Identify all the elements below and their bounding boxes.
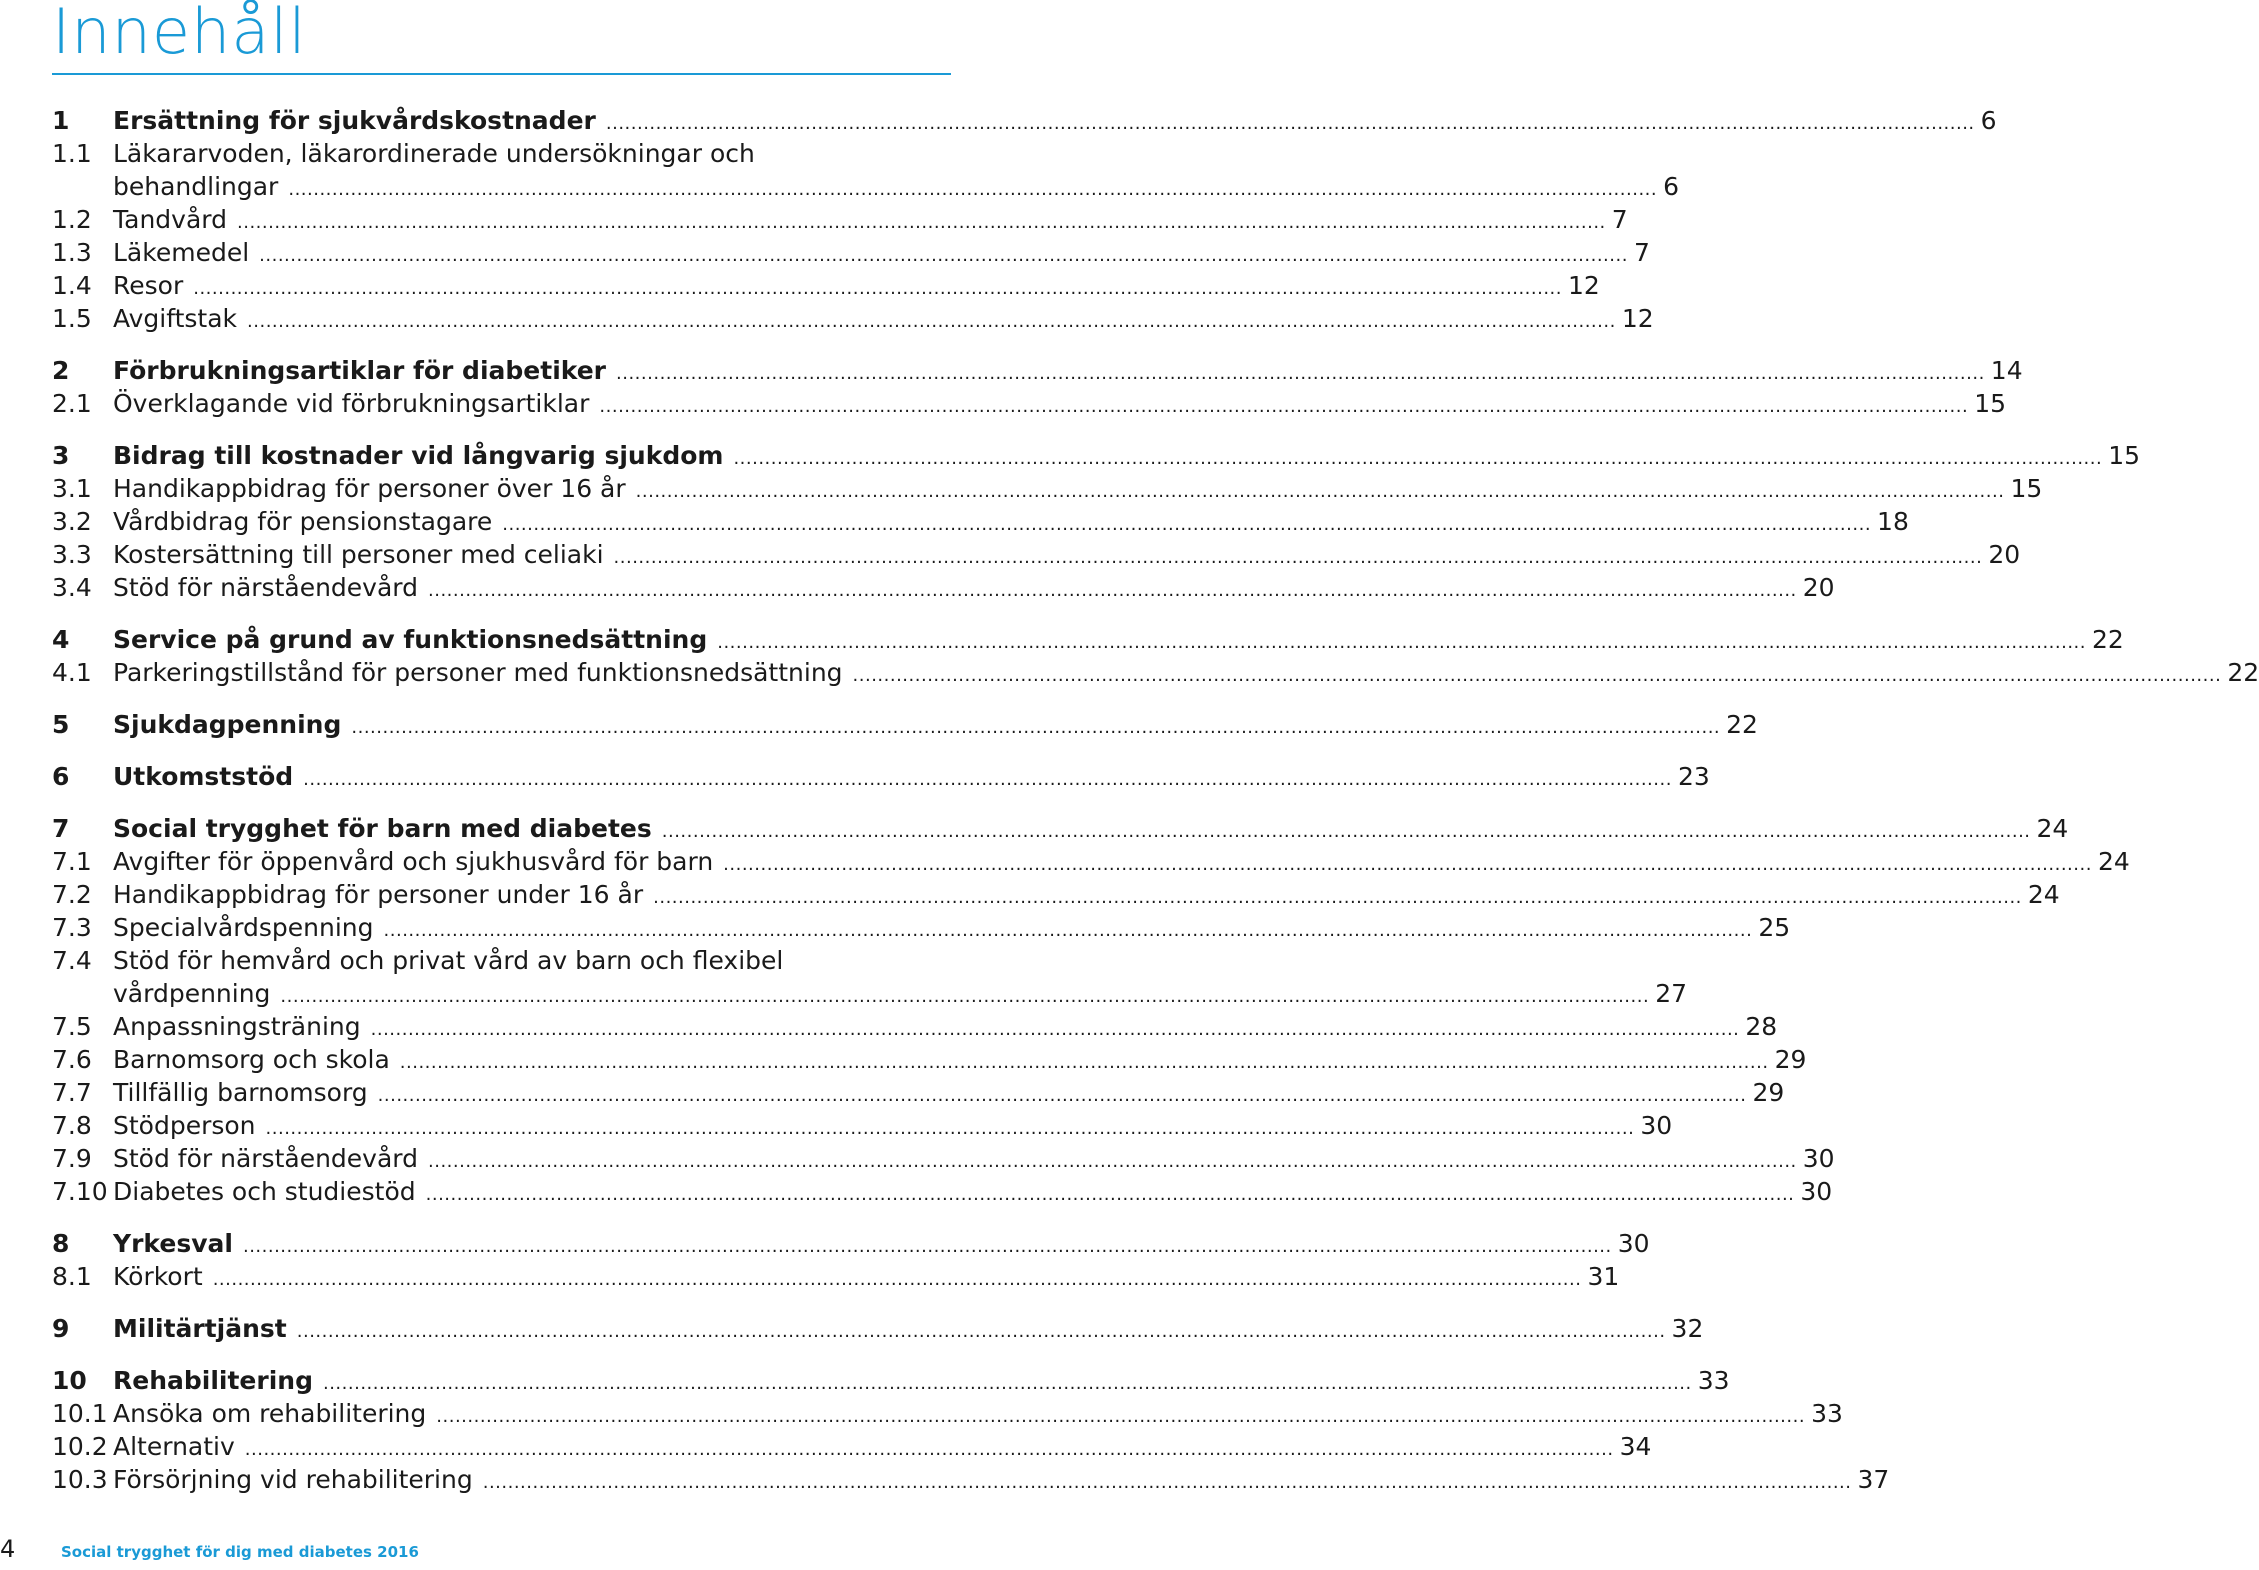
toc-dot-leader: ............................................................................................................................................................................................................................ [653, 887, 2022, 908]
toc-dot-leader: ............................................................................................................................................................................................................................ [482, 1472, 1852, 1493]
toc-title: Bidrag till kostnader vid långvarig sjukdom [113, 441, 724, 470]
toc-subsection[interactable] [52, 387, 2006, 420]
toc-title-continued: vårdpenning [113, 979, 271, 1008]
toc-title: Tillfällig barnomsorg [113, 1078, 368, 1107]
toc-number: 4.1 [52, 658, 92, 687]
toc-title: Stöd för närståendevård [113, 573, 418, 602]
toc-section[interactable] [52, 104, 1997, 137]
toc-page-number: 30 [1800, 1177, 1833, 1206]
toc-dot-leader: ............................................................................................................................................................................................................................ [502, 514, 1872, 535]
toc-number: 10.1 [52, 1399, 108, 1428]
toc-title: Överklagande vid förbrukningsartiklar [113, 389, 590, 418]
footer-publication-title: Social trygghet för dig med diabetes 2016 [61, 1543, 419, 1561]
toc-dot-leader: ............................................................................................................................................................................................................................ [383, 920, 1753, 941]
toc-page-number: 20 [1802, 573, 1835, 602]
toc-number: 1.1 [52, 139, 92, 168]
toc-title: Stöd för hemvård och privat vård av barn och flexibel [113, 946, 784, 975]
toc-title: Service på grund av funktionsnedsättning [113, 625, 708, 654]
toc-number: 7.8 [52, 1111, 92, 1140]
toc-page-number: 33 [1697, 1366, 1730, 1395]
toc-page-number: 32 [1671, 1314, 1704, 1343]
toc-title: Stöd för närståendevård [113, 1144, 418, 1173]
toc-title: Stödperson [113, 1111, 256, 1140]
toc-title: Läkemedel [113, 238, 250, 267]
toc-page-number: 24 [2036, 814, 2069, 843]
toc-subsection[interactable] [52, 269, 1600, 302]
toc-page-number: 15 [1974, 389, 2006, 418]
toc-page-number: 7 [1611, 205, 1628, 234]
toc-page-number: 24 [2027, 880, 2060, 909]
toc-subsection[interactable] [52, 505, 1909, 538]
toc-number: 7.6 [52, 1045, 92, 1074]
toc-title: Förbrukningsartiklar för diabetiker [113, 356, 607, 385]
toc-dot-leader: ............................................................................................................................................................................................................................ [242, 1236, 1612, 1257]
toc-subsection[interactable] [52, 1076, 1785, 1109]
toc-number: 3.1 [52, 474, 92, 503]
toc-number: 1.5 [52, 304, 92, 333]
toc-number: 1 [52, 106, 70, 135]
toc-page-number: 15 [2010, 474, 2043, 503]
toc-dot-leader: ............................................................................................................................................................................................................................ [425, 1184, 1795, 1205]
toc-subsection[interactable] [52, 878, 2060, 911]
toc-title: Barnomsorg och skola [113, 1045, 390, 1074]
toc-number: 2.1 [52, 389, 92, 418]
toc-title: Alternativ [113, 1432, 235, 1461]
toc-dot-leader: ............................................................................................................................................................................................................................ [212, 1269, 1582, 1290]
toc-number: 3 [52, 441, 70, 470]
toc-number: 8 [52, 1229, 70, 1258]
toc-page-number: 6 [1980, 106, 1997, 135]
toc-page-number: 18 [1877, 507, 1909, 536]
toc-title: Utkomststöd [113, 762, 294, 791]
toc-title: Militärtjänst [113, 1314, 287, 1343]
toc-page-number: 12 [1621, 304, 1654, 333]
toc-page-number: 12 [1568, 271, 1600, 300]
toc-dot-leader: ............................................................................................................................................................................................................................ [399, 1052, 1769, 1073]
toc-title: Avgiftstak [113, 304, 238, 333]
toc-page-number: 25 [1758, 913, 1791, 942]
toc-title: Handikappbidrag för personer över 16 år [113, 474, 626, 503]
toc-title: Yrkesval [113, 1229, 233, 1258]
toc-title: Resor [113, 271, 184, 300]
toc-page-number: 31 [1587, 1262, 1620, 1291]
toc-dot-leader: ............................................................................................................................................................................................................................ [296, 1321, 1666, 1342]
toc-subsection[interactable] [52, 1142, 1835, 1175]
toc-page-number: 14 [1990, 356, 2023, 385]
toc-dot-leader: ............................................................................................................................................................................................................................ [599, 396, 1969, 417]
toc-section[interactable] [52, 1364, 1730, 1397]
toc-section[interactable] [52, 812, 2069, 845]
toc-number: 1.3 [52, 238, 92, 267]
toc-number: 7 [52, 814, 70, 843]
toc-number: 3.4 [52, 573, 92, 602]
toc-dot-leader: ............................................................................................................................................................................................................................ [377, 1085, 1747, 1106]
toc-dot-leader: ............................................................................................................................................................................................................................ [351, 717, 1721, 738]
toc-number: 8.1 [52, 1262, 92, 1291]
toc-number: 10 [52, 1366, 87, 1395]
toc-dot-leader: ............................................................................................................................................................................................................................ [428, 1151, 1797, 1172]
toc-subsection[interactable] [52, 538, 2021, 571]
toc-continuation[interactable] [52, 170, 1680, 203]
toc-dot-leader: ............................................................................................................................................................................................................................ [616, 363, 1985, 384]
toc-number: 4 [52, 625, 70, 654]
toc-number: 7.1 [52, 847, 92, 876]
toc-section[interactable] [52, 354, 2023, 387]
toc-dot-leader: ............................................................................................................................................................................................................................ [322, 1373, 1692, 1394]
toc-number: 6 [52, 762, 70, 791]
toc-page-number: 7 [1633, 238, 1650, 267]
toc-subsection[interactable] [52, 1043, 1807, 1076]
toc-title: Vårdbidrag för pensionstagare [113, 507, 493, 536]
toc-title: Specialvårdspenning [113, 913, 374, 942]
toc-dot-leader: ............................................................................................................................................................................................................................ [436, 1406, 1806, 1427]
toc-dot-leader: ............................................................................................................................................................................................................................ [265, 1118, 1635, 1139]
toc-page-number: 22 [2092, 625, 2124, 654]
toc-title: Kostersättning till personer med celiaki [113, 540, 604, 569]
toc-number: 10.2 [52, 1432, 108, 1461]
toc-number: 2 [52, 356, 70, 385]
toc-section[interactable] [52, 623, 2124, 656]
toc-page-number: 23 [1677, 762, 1710, 791]
toc-subsection[interactable] [52, 571, 1835, 604]
title-rule [52, 73, 951, 75]
toc-title: Social trygghet för barn med diabetes [113, 814, 652, 843]
toc-dot-leader: ............................................................................................................................................................................................................................ [237, 212, 1606, 233]
toc-dot-leader: ............................................................................................................................................................................................................................ [280, 986, 1650, 1007]
toc-dot-leader: ............................................................................................................................................................................................................................ [852, 665, 2222, 686]
toc-title: Sjukdagpenning [113, 710, 342, 739]
toc-subsection[interactable] [52, 472, 2043, 505]
toc-number: 1.2 [52, 205, 92, 234]
toc-number: 3.3 [52, 540, 92, 569]
toc-section[interactable] [52, 760, 1710, 793]
toc-dot-leader: ............................................................................................................................................................................................................................ [370, 1019, 1740, 1040]
toc-page-number: 30 [1640, 1111, 1673, 1140]
toc-subsection[interactable] [52, 1260, 1620, 1293]
toc-page-number: 15 [2108, 441, 2141, 470]
toc-subsection[interactable] [52, 845, 2130, 878]
toc-title: Handikappbidrag för personer under 16 år [113, 880, 644, 909]
toc-page-number: 34 [1619, 1432, 1652, 1461]
toc-number: 9 [52, 1314, 70, 1343]
page-title: Innehåll [52, 0, 307, 68]
toc-dot-leader: ............................................................................................................................................................................................................................ [733, 448, 2103, 469]
toc-number: 7.2 [52, 880, 92, 909]
toc-section[interactable] [52, 439, 2141, 472]
toc-title: Tandvård [113, 205, 227, 234]
toc-subsection[interactable] [52, 302, 1654, 335]
toc-number: 7.10 [52, 1177, 108, 1206]
toc-dot-leader: ............................................................................................................................................................................................................................ [259, 245, 1628, 266]
toc-dot-leader: ............................................................................................................................................................................................................................ [605, 113, 1975, 134]
toc-dot-leader: ............................................................................................................................................................................................................................ [303, 769, 1672, 790]
toc-dot-leader: ............................................................................................................................................................................................................................ [717, 632, 2087, 653]
toc-page-number: 20 [1988, 540, 2021, 569]
toc-subsection[interactable] [52, 1175, 1833, 1208]
toc-section[interactable] [52, 1312, 1704, 1345]
toc-dot-leader: ............................................................................................................................................................................................................................ [635, 481, 2005, 502]
toc-page-number: 24 [2097, 847, 2130, 876]
toc-number: 7.4 [52, 946, 92, 975]
toc-number: 10.3 [52, 1465, 108, 1494]
toc-page-number: 37 [1857, 1465, 1890, 1494]
toc-subsection[interactable] [52, 1430, 1652, 1463]
toc-number: 7.3 [52, 913, 92, 942]
toc-dot-leader: ............................................................................................................................................................................................................................ [613, 547, 1983, 568]
toc-page-number: 30 [1617, 1229, 1650, 1258]
toc-number: 5 [52, 710, 70, 739]
footer-page-number: 4 [0, 1535, 16, 1563]
toc-number: 7.5 [52, 1012, 92, 1041]
toc-title: Anpassningsträning [113, 1012, 361, 1041]
toc-number: 7.9 [52, 1144, 92, 1173]
toc-page-number: 22 [1726, 710, 1758, 739]
toc-number: 7.7 [52, 1078, 92, 1107]
toc-number: 3.2 [52, 507, 92, 536]
toc-title: Rehabilitering [113, 1366, 313, 1395]
toc-page-number: 33 [1811, 1399, 1843, 1428]
toc-number: 1.4 [52, 271, 92, 300]
toc-section[interactable] [52, 1227, 1650, 1260]
toc-title: Avgifter för öppenvård och sjukhusvård för barn [113, 847, 714, 876]
toc-title: Parkeringstillstånd för personer med funktionsnedsättning [113, 658, 843, 687]
toc-dot-leader: ............................................................................................................................................................................................................................ [428, 580, 1797, 601]
toc-page-number: 6 [1663, 172, 1680, 201]
toc-subsection[interactable] [52, 236, 1650, 269]
toc-title: Ansöka om rehabilitering [113, 1399, 427, 1428]
toc-page-number: 28 [1745, 1012, 1778, 1041]
toc-page-number: 29 [1774, 1045, 1807, 1074]
toc-dot-leader: ............................................................................................................................................................................................................................ [193, 278, 1563, 299]
toc-page-number: 30 [1802, 1144, 1835, 1173]
toc-title: Diabetes och studiestöd [113, 1177, 416, 1206]
toc-subsection[interactable] [52, 656, 2259, 689]
toc-continuation[interactable] [52, 977, 1688, 1010]
toc-dot-leader: ............................................................................................................................................................................................................................ [723, 854, 2092, 875]
toc-subsection[interactable] [52, 1397, 1843, 1430]
toc-page-number: 22 [2227, 658, 2259, 687]
toc-dot-leader: ............................................................................................................................................................................................................................ [288, 179, 1658, 200]
toc-title: Läkararvoden, läkarordinerade undersökningar och [113, 139, 755, 168]
toc-page-number: 27 [1655, 979, 1688, 1008]
toc-subsection[interactable] [52, 1010, 1778, 1043]
toc-page-number: 29 [1752, 1078, 1785, 1107]
toc-subsection[interactable] [52, 944, 911, 977]
toc-dot-leader: ............................................................................................................................................................................................................................ [244, 1439, 1614, 1460]
toc-title: Ersättning för sjukvårdskostnader [113, 106, 596, 135]
toc-subsection[interactable] [52, 1463, 1890, 1496]
toc-title: Körkort [113, 1262, 203, 1291]
toc-subsection[interactable] [52, 911, 1791, 944]
toc-title: Försörjning vid rehabilitering [113, 1465, 473, 1494]
toc-dot-leader: ............................................................................................................................................................................................................................ [661, 821, 2031, 842]
toc-title-continued: behandlingar [113, 172, 279, 201]
toc-section[interactable] [52, 708, 1758, 741]
toc-dot-leader: ............................................................................................................................................................................................................................ [247, 311, 1616, 332]
toc-subsection[interactable] [52, 1109, 1673, 1142]
toc-subsection[interactable] [52, 203, 1628, 236]
toc-subsection[interactable] [52, 137, 911, 170]
